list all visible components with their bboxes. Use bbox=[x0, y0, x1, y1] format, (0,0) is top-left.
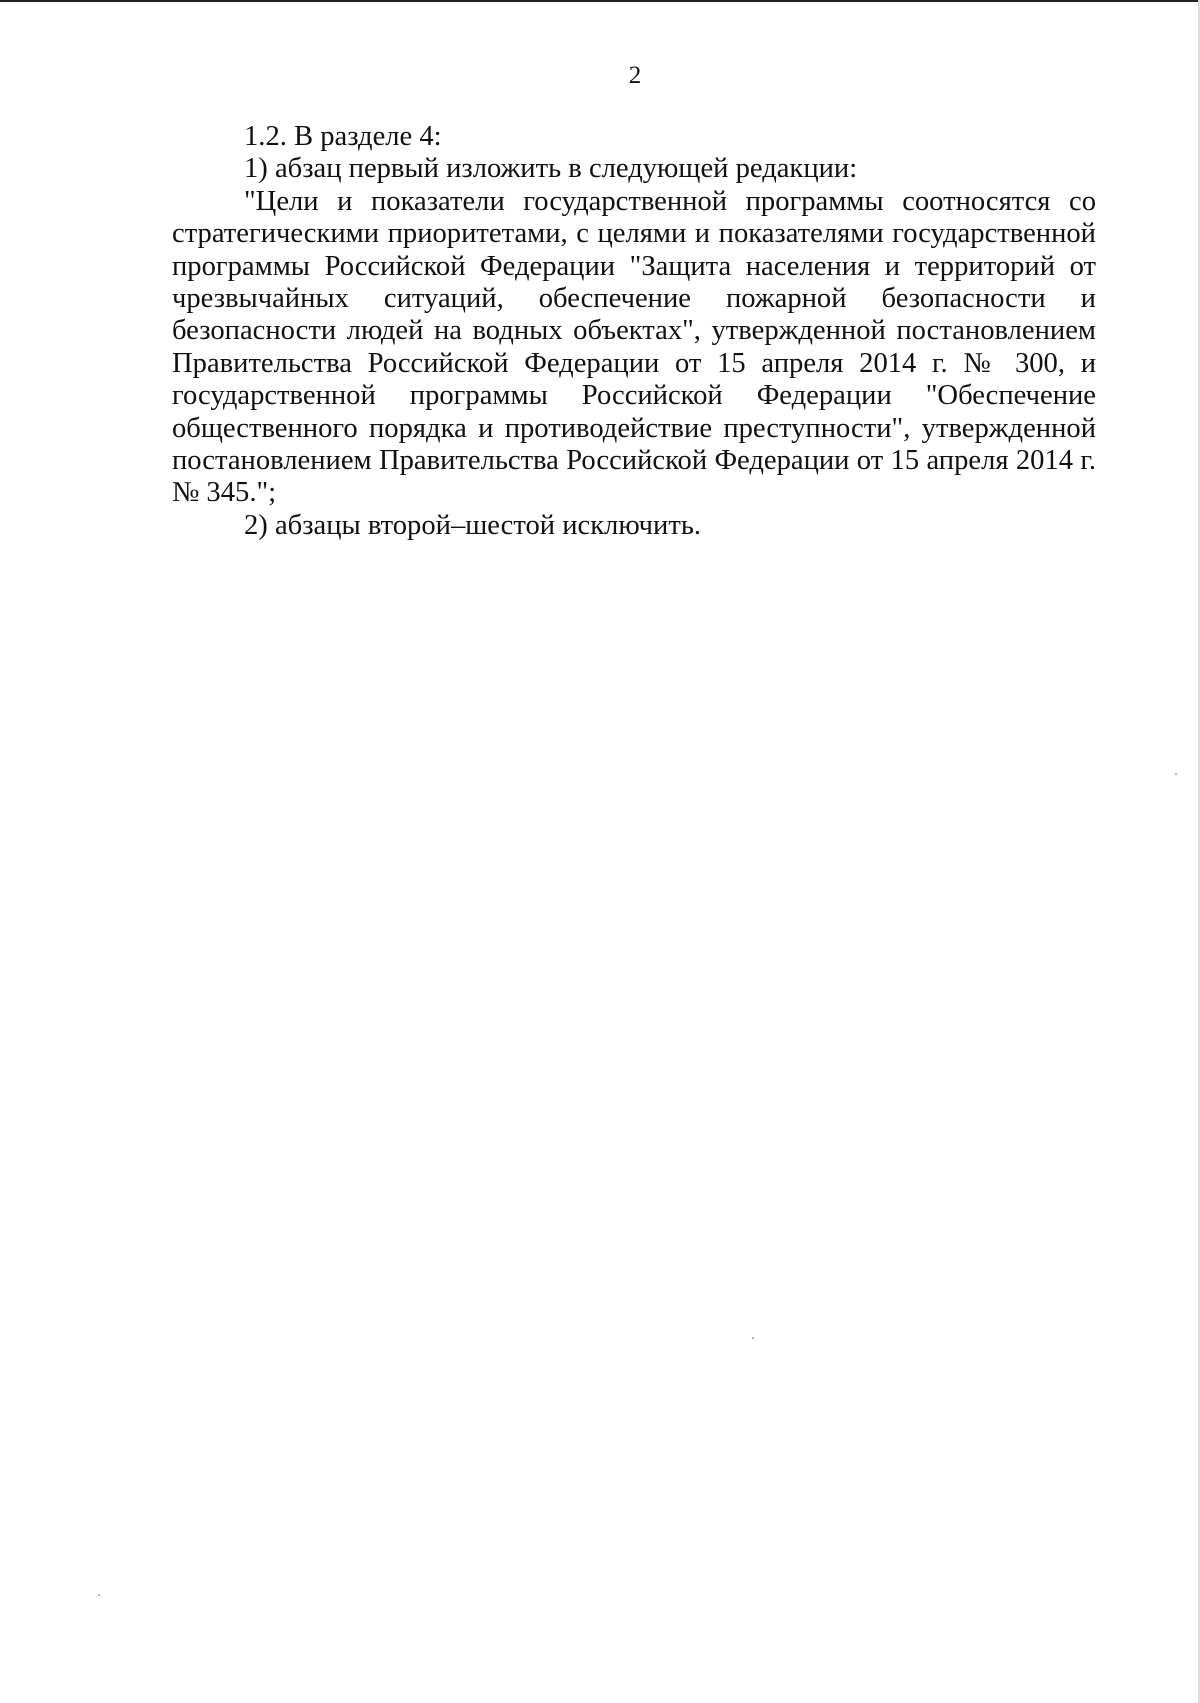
page-number: 2 bbox=[628, 62, 642, 89]
scan-speck bbox=[752, 1337, 754, 1339]
quoted-replacement-paragraph: "Цели и показатели государственной программы соотносятся со стратегическими приоритетами, с целями и показателями государственной программы Российской Федерации "Защита населения и территорий от чрезвычайных ситуаций, обеспечение пожарной безопасности и безопасности людей на водных объектах", утвержденной постановлением Правительства Российской Федерации от 15 апреля 2014 г. № 300, и государственной программы Российской Федерации "Обеспечение общественного порядка и противодействие преступности", утвержденной постановлением Правительства Российской Федерации от 15 апреля 2014 г. № 345."; bbox=[172, 185, 1096, 509]
item-2-paragraph: 2) абзацы второй–шестой исключить. bbox=[244, 509, 702, 541]
item-1-paragraph: 1) абзац первый изложить в следующей редакции: bbox=[244, 153, 858, 185]
section-heading-paragraph: 1.2. В разделе 4: bbox=[244, 121, 442, 152]
scan-top-edge bbox=[0, 0, 1200, 2]
scan-speck bbox=[98, 1594, 100, 1596]
document-body bbox=[172, 121, 1096, 542]
scan-speck bbox=[1175, 773, 1177, 775]
